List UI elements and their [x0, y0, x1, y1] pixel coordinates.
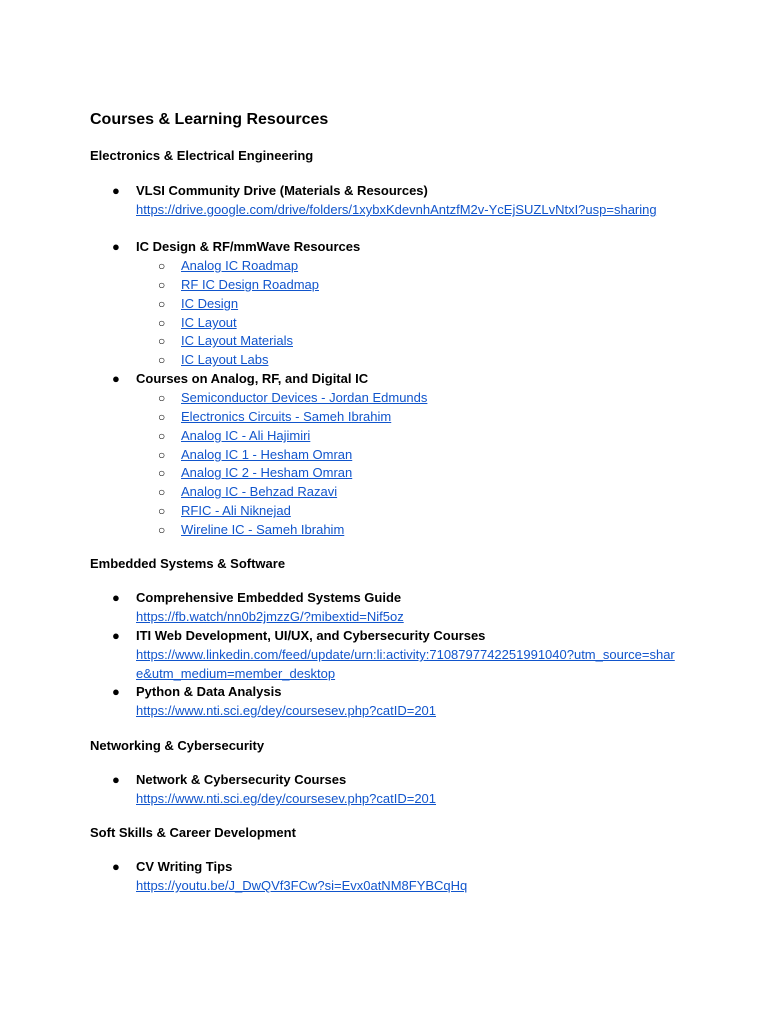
subbullet-icon: ○ [158, 391, 166, 405]
page-title: Courses & Learning Resources [90, 111, 329, 128]
subbullet-icon: ○ [158, 278, 166, 292]
item-title-cv-tips: CV Writing Tips [136, 859, 233, 874]
subbullet-icon: ○ [158, 353, 166, 367]
bullet-icon: ● [112, 590, 120, 605]
subbullet-icon: ○ [158, 448, 166, 462]
item-title-vlsi: VLSI Community Drive (Materials & Resources) [136, 183, 428, 198]
section-heading-networking: Networking & Cybersecurity [90, 738, 265, 753]
bullet-icon: ● [112, 183, 120, 198]
link-embedded-guide[interactable]: https://fb.watch/nn0b2jmzzG/?mibextid=Nif5oz [136, 609, 404, 624]
bullet-icon: ● [112, 371, 120, 386]
link-analog-ic-2-omran[interactable]: Analog IC 2 - Hesham Omran [181, 465, 353, 480]
link-rfic-niknejad[interactable]: RFIC - Ali Niknejad [181, 503, 291, 518]
bullet-icon: ● [112, 772, 120, 787]
bullet-icon: ● [112, 628, 120, 643]
section-heading-soft-skills: Soft Skills & Career Development [90, 825, 296, 840]
subbullet-icon: ○ [158, 504, 166, 518]
link-ic-layout-labs[interactable]: IC Layout Labs [181, 352, 269, 367]
item-title-ic-design: IC Design & RF/mmWave Resources [136, 239, 361, 254]
link-analog-ic-hajimiri[interactable]: Analog IC - Ali Hajimiri [181, 428, 311, 443]
bullet-icon: ● [112, 859, 120, 874]
subbullet-icon: ○ [158, 485, 166, 499]
subbullet-icon: ○ [158, 297, 166, 311]
subbullet-icon: ○ [158, 429, 166, 443]
section-heading-electronics: Electronics & Electrical Engineering [90, 148, 314, 163]
link-wireline-ic[interactable]: Wireline IC - Sameh Ibrahim [181, 522, 345, 537]
link-analog-ic-razavi[interactable]: Analog IC - Behzad Razavi [181, 484, 338, 499]
link-ic-layout[interactable]: IC Layout [181, 315, 237, 330]
link-analog-ic-1-omran[interactable]: Analog IC 1 - Hesham Omran [181, 447, 353, 462]
link-vlsi-drive[interactable]: https://drive.google.com/drive/folders/1xybxKdevnhAntzfM2v-YcEjSUZLvNtxI?usp=sharing [136, 202, 657, 217]
link-ic-design[interactable]: IC Design [181, 296, 239, 311]
link-electronics-circuits[interactable]: Electronics Circuits - Sameh Ibrahim [181, 409, 392, 424]
subbullet-icon: ○ [158, 523, 166, 537]
link-network-courses[interactable]: https://www.nti.sci.eg/dey/coursesev.php?catID=201 [136, 791, 437, 806]
subbullet-icon: ○ [158, 410, 166, 424]
section-heading-embedded: Embedded Systems & Software [90, 556, 286, 571]
bullet-icon: ● [112, 239, 120, 254]
subbullet-icon: ○ [158, 259, 166, 273]
item-title-iti-courses: ITI Web Development, UI/UX, and Cybersecurity Courses [136, 628, 486, 643]
item-title-courses-ic: Courses on Analog, RF, and Digital IC [136, 371, 369, 386]
bullet-icon: ● [112, 684, 120, 699]
item-title-python: Python & Data Analysis [136, 684, 282, 699]
link-python[interactable]: https://www.nti.sci.eg/dey/coursesev.php?catID=201 [136, 703, 437, 718]
link-semiconductor-devices[interactable]: Semiconductor Devices - Jordan Edmunds [181, 390, 428, 405]
subbullet-icon: ○ [158, 334, 166, 348]
link-analog-ic-roadmap[interactable]: Analog IC Roadmap [181, 258, 299, 273]
subbullet-icon: ○ [158, 316, 166, 330]
link-cv-tips[interactable]: https://youtu.be/J_DwQVf3FCw?si=Evx0atNM8FYBCqHq [136, 878, 468, 893]
link-ic-layout-materials[interactable]: IC Layout Materials [181, 333, 293, 348]
item-title-network-courses: Network & Cybersecurity Courses [136, 772, 347, 787]
subbullet-icon: ○ [158, 466, 166, 480]
item-title-embedded-guide: Comprehensive Embedded Systems Guide [136, 590, 402, 605]
link-iti-courses[interactable]: https://www.linkedin.com/feed/update/urn:li:activity:7108797742251991040?utm_source=share&utm_medium=member_desktop [136, 647, 675, 681]
link-rf-ic-design-roadmap[interactable]: RF IC Design Roadmap [181, 277, 319, 292]
